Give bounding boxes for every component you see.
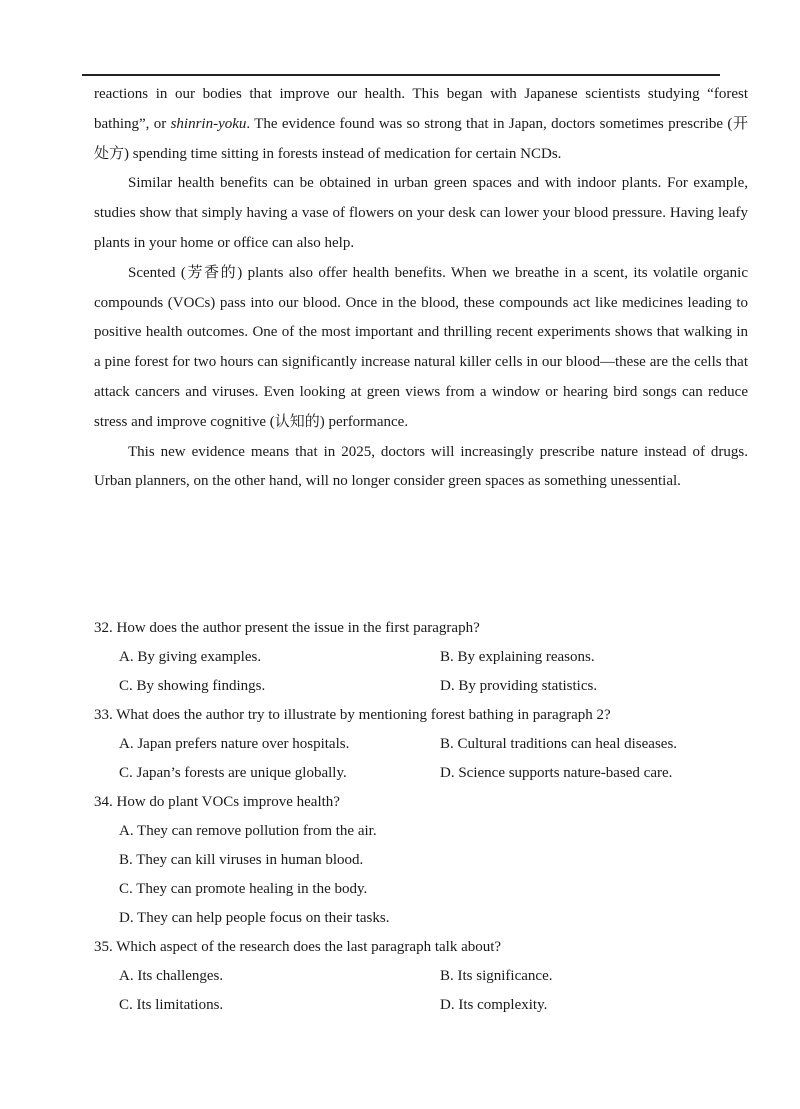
option-b: B. Its significance.	[440, 968, 553, 984]
option-row	[94, 730, 754, 759]
option-c: C. By showing findings.	[119, 678, 266, 694]
question-list	[94, 614, 754, 1020]
option-row	[94, 759, 754, 788]
question-stem: 34. How do plant VOCs improve health?	[94, 794, 340, 810]
option-a: A. By giving examples.	[119, 649, 262, 665]
option-b: B. Cultural traditions can heal diseases.	[440, 736, 678, 752]
option-a: A. Its challenges.	[119, 968, 224, 984]
passage-paragraph-4: This new evidence means that in 2025, doctors will increasingly prescribe nature instead of drugs. Urban planners, on the other hand, will no longer consider green spaces as something unessential.	[94, 443, 748, 490]
option-row	[94, 643, 754, 672]
option-d: D. They can help people focus on their tasks.	[119, 910, 390, 926]
option-c: C. They can promote healing in the body.	[119, 881, 368, 897]
option-a: A. Japan prefers nature over hospitals.	[119, 736, 350, 752]
question-32	[94, 614, 754, 701]
passage-paragraph-1	[94, 80, 748, 169]
question-33	[94, 701, 754, 788]
option-d: D. By providing statistics.	[440, 678, 598, 694]
p1-italic-term: shinrin-yoku	[170, 115, 247, 132]
option-d: D. Science supports nature-based care.	[440, 765, 673, 781]
question-stem: 35. Which aspect of the research does the last paragraph talk about?	[94, 939, 502, 955]
reading-passage	[94, 80, 748, 497]
option-b: B. By explaining reasons.	[440, 649, 595, 665]
passage-paragraph-3: Scented (芳香的) plants also offer health benefits. When we breathe in a scent, its volatile organic compounds (VOCs) pass into our blood. Once in the blood, these compounds act like medicines leading to positive health outcomes. One of the most important and thrilling recent experiments shows that walking in a pine forest for two hours can significantly increase natural killer cells in our blood—these are the cells that attack cancers and viruses. Even looking at green views from a window or hearing bird songs can reduce stress and improve cognitive (认知的) performance.	[94, 264, 748, 430]
question-stem: 32. How does the author present the issue in the first paragraph?	[94, 620, 480, 636]
question-34	[94, 788, 754, 933]
question-stem: 33. What does the author try to illustrate by mentioning forest bathing in paragraph 2?	[94, 707, 611, 723]
passage-paragraph-2: Similar health benefits can be obtained in urban green spaces and with indoor plants. For example, studies show that simply having a vase of flowers on your desk can lower your blood pressure. Having leafy plants in your home or office can also help.	[94, 175, 748, 251]
top-rule	[82, 74, 720, 76]
option-row	[94, 962, 754, 991]
option-c: C. Its limitations.	[119, 997, 224, 1013]
option-row	[94, 991, 754, 1020]
question-35	[94, 933, 754, 1020]
p1-text-start: reactions in our bodies that improve our health. This began with Japanese scientists studying “forest bathing”, or	[94, 86, 748, 132]
option-c: C. Japan’s forests are unique globally.	[119, 765, 347, 781]
p1-text-end: . The evidence found was so strong that in Japan, doctors sometimes prescribe (开处方) spending time sitting in forests instead of medication for certain NCDs.	[94, 115, 748, 162]
option-d: D. Its complexity.	[440, 997, 548, 1013]
option-a: A. They can remove pollution from the air.	[119, 823, 377, 839]
option-b: B. They can kill viruses in human blood.	[119, 852, 364, 868]
option-row	[94, 672, 754, 701]
